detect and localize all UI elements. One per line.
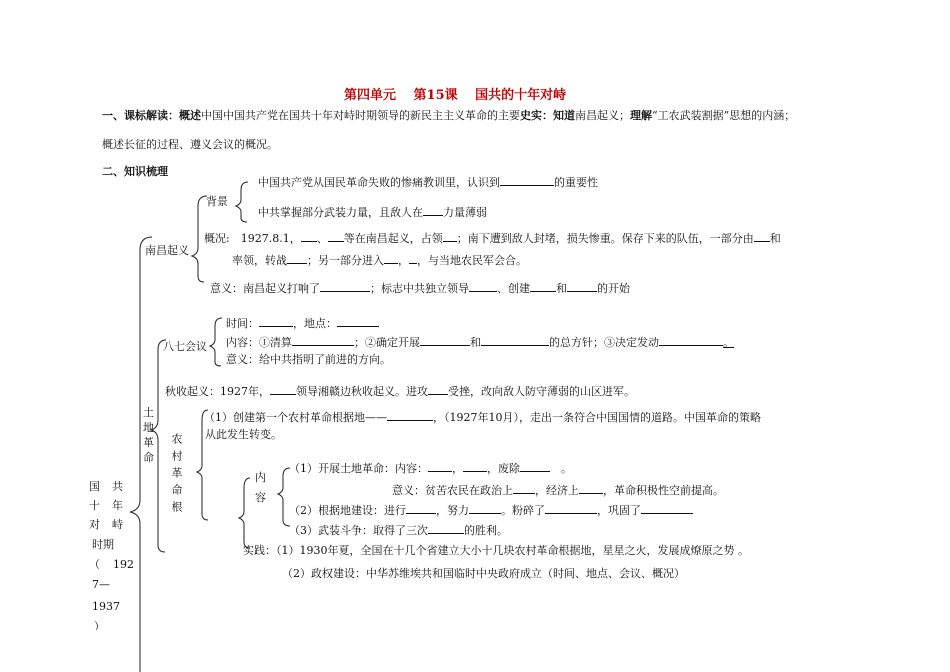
period-char-guo: 国 [89,480,100,493]
text: （1）开展土地革命：内容： [289,462,428,475]
blank [337,315,379,327]
text: 的总方针；③决定发动 [549,336,659,349]
blank [409,252,417,264]
blank [443,230,457,242]
baqi-significance-line: 意义：给中共指明了前进的方向。 [226,353,391,366]
text: ，与当地农民军会合。 [417,254,527,267]
blank [469,280,497,292]
text: ；南下遭到敌人封堵，损失惨重。保存下来的队伍，一部分由 [456,232,754,245]
period-text-shiqi: 时期 [92,538,114,551]
blank [423,204,443,216]
government-line: （2）政权建设：中华苏维埃共和国临时中央政府成立（时间、地点、会议、概况） [282,567,685,580]
period-char-dui: 对 [89,518,100,531]
overview-line-1: 概况: 1927.8.1， 、 等在南昌起义，占领 ；南下遭到敌人封堵，损失惨重。保存下来的队伍，一部分由 和 [204,232,781,245]
blank [320,280,370,292]
text: ，地点： [293,317,337,330]
text: （2）根据地建设：进行 [289,504,406,517]
standards-text-3: “工农武装割据”思想的内涵； [652,109,796,122]
keyword-summarize: 概述 [179,109,201,122]
text: 受挫，改向敌人防守薄弱的山区进军。 [448,385,635,398]
blank [641,502,693,514]
text: 意义：贫苦农民在政治上 [392,484,513,497]
standards-text-2: 南昌起义； [575,109,630,122]
standards-paragraph [102,109,795,123]
text: ；②确定开展 [354,336,420,349]
period-char-nian: 年 [112,499,123,512]
keyword-understand: 理解 [630,109,652,122]
blank [270,383,296,395]
text: ，（1927年10月），走出一条符合中国国情的道路。中国革命的策略 [433,411,761,424]
overview-line-2: 率领，转战 ；另一部分进入 ， ，与当地农民军会合。 [232,254,527,267]
blank [500,174,554,186]
base-line-2: 从此发生转变。 [205,428,282,441]
period-year-end: 1937 [92,600,120,613]
text: 。 [561,462,572,475]
blank [384,252,398,264]
blank [754,230,770,242]
text: ；标志中共独立领导 [370,282,469,295]
blank [259,315,293,327]
section2-heading: 二、知识梳理 [102,165,168,178]
text: ；另一部分进入 [307,254,384,267]
blank [420,334,470,346]
blank [469,502,501,514]
text: 。 [723,336,734,349]
land-reform-line [289,460,572,476]
blank [530,280,556,292]
standards-text-1: 中国中国共产党在国共十年对峙时期领导的新民主主义革命的主要 [201,109,520,122]
blank [387,409,433,421]
rural-base-label-text: 农村革命根 [170,433,183,518]
blank [567,280,597,292]
text: ，经济上 [535,484,579,497]
base-construction-line [289,502,693,518]
background-line-2 [258,204,487,220]
text: （3）武装斗争：取得了三次 [289,524,428,537]
blank [545,502,597,514]
text: 。粉碎了 [501,504,545,517]
text: ，努力 [436,504,469,517]
blank [659,334,723,346]
background-line-1 [258,174,598,190]
baqi-meeting-label: 八七会议 [163,340,207,353]
text: 力量薄弱 [443,206,487,219]
period-year-a: 192 [113,558,134,571]
text: 率领，转战 [232,254,287,267]
blank [428,460,452,472]
text: 中共掌握部分武装力量，且敌人在 [258,206,423,219]
period-paren-open: （ [89,558,100,571]
blank [328,230,344,242]
period-char-zhi: 峙 [112,518,123,531]
blank [481,334,549,346]
blank [428,522,464,534]
neirong-label: 内容 [255,471,266,504]
text: 的胜利。 [464,524,508,537]
text: 概况: 1927.8.1， [204,232,301,245]
text: 意义：南昌起义打响了 [210,282,320,295]
nanchang-label: 南昌起义 [145,244,189,257]
text: 中国共产党从国民革命失败的惨痛教训里，认识到 [258,176,500,189]
blank [406,502,436,514]
keyword-facts: 史实：知道 [520,109,575,122]
text: 、创建 [497,282,530,295]
period-paren-close: ） [94,620,105,630]
baqi-content-line [226,334,734,350]
text: 和 [470,336,481,349]
period-year-b: 7— [92,578,110,591]
section1-heading: 一、课标解读： [102,109,179,122]
baqi-time-line [226,315,379,331]
text: ，革命积极性空前提高。 [603,484,724,497]
text: 和 [556,282,567,295]
text: （1）创建第一个农村革命根据地—— [204,411,387,424]
text: ，废除 [487,462,520,475]
significance-line [210,280,630,296]
blank [301,230,317,242]
autumn-harvest-line [165,383,635,399]
text: 内容：①清算 [226,336,292,349]
blank [428,383,448,395]
armed-struggle-line [289,522,508,538]
text: ，巩固了 [597,504,641,517]
rural-base-label [166,433,206,521]
land-revolution-label: 土地革命 [143,406,154,464]
base-line-1 [204,409,761,425]
period-char-gong: 共 [112,480,123,493]
text: 和 [769,232,781,245]
text: 秋收起义：1927年， [165,385,270,398]
blank [513,482,535,494]
blank [292,334,354,346]
text: 的重要性 [554,176,598,189]
blank [579,482,603,494]
text: 时间： [226,317,259,330]
blank [520,460,550,472]
standards-line-2: 概述长征的过程、遵义会议的概况。 [102,138,278,151]
practice-line: 实践：（1）1930年夏，全国在十几个省建立大小十几块农村革命根据地，星星之火，发展成燎原之势 。 [243,544,749,557]
blank [463,460,487,472]
page-title: 第四单元 第15课 国共的十年对峙 [344,88,567,103]
land-reform-significance [392,482,724,498]
text: 等在南昌起义，占领 [343,232,443,245]
text: ， [452,462,463,475]
text: 领导湘赣边秋收起义。进攻 [296,385,428,398]
blank [287,252,307,264]
period-char-shi: 十 [89,499,100,512]
background-label: 背景 [206,195,228,208]
text: 的开始 [597,282,630,295]
